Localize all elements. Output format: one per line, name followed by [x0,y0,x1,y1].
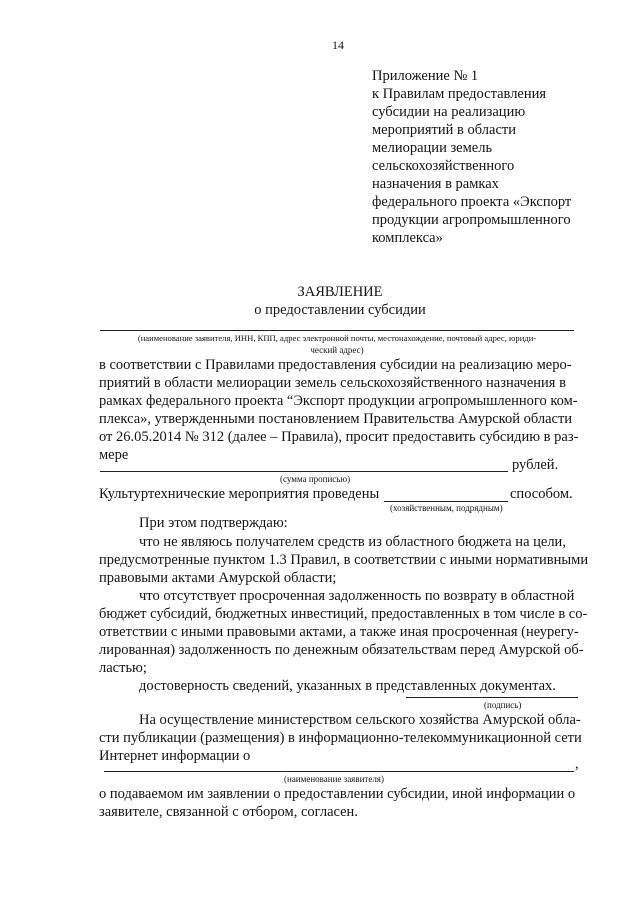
signature-caption: (подпись) [484,700,522,710]
appendix-line: субсидии на реализацию [372,104,526,120]
confirm-p2-line: что отсутствует просроченная задолженность по возврату в областной [139,588,575,604]
intro-line: от 26.05.2014 № 312 (далее – Правила), просит предоставить субсидию в раз- [99,429,579,445]
intro-line: рамках федерального проекта “Экспорт продукции агропромышленного ком- [99,393,578,409]
intro-line: приятий в области мелиорации земель сельскохозяйственного назначения в [99,375,566,391]
document-subtitle: о предоставлении субсидии [254,302,426,318]
appendix-line: федерального проекта «Экспорт [372,194,572,210]
applicant-field-line [100,330,574,331]
activities-prefix: Культуртехнические мероприятия проведены [99,486,380,502]
signature-field-line[interactable] [406,697,578,698]
appendix-line: сельскохозяйственного [372,158,515,174]
appendix-line: назначения в рамках [372,176,499,192]
confirm-p1-line: правовыми актами Амурской области; [99,570,337,586]
confirm-p2-line: бюджет субсидий, бюджетных инвестиций, предоставленных в том числе в со- [99,606,588,622]
activities-suffix: способом. [510,486,573,502]
page-number: 14 [332,38,344,52]
consent-line: На осуществление министерством сельского хозяйства Амурской обла- [139,712,581,728]
applicant-caption-cont: ческий адрес) [310,345,364,355]
confirm-p1-line: предусмотренные пунктом 1.3 Правил, в соответствии с иными нормативными [99,552,589,568]
intro-line: в соответствии с Правилами предоставления субсидии на реализацию меро- [99,357,572,373]
intro-line: мере [99,447,129,463]
consent-comma: , [575,756,579,772]
consent-line: Интернет информации о [99,748,251,764]
document-title: ЗАЯВЛЕНИЕ [297,284,383,300]
amount-field-line[interactable] [100,471,508,472]
amount-suffix: рублей. [512,457,559,473]
confirm-heading: При этом подтверждаю: [139,515,288,531]
appendix-line: Приложение № 1 [372,68,479,84]
consent-final-line: о подаваемом им заявлении о предоставлении субсидии, иной информации о [99,786,576,802]
confirm-p2-line: ответствии с иными правовыми актами, а также иная просроченная (неурегу- [99,624,579,640]
activities-field-line[interactable] [384,501,508,502]
consent-line: сти публикации (размещения) в информационно-телекоммуникационной сети [99,730,582,746]
consent-final-line: заявителе, связанной с отбором, согласен. [99,804,358,820]
applicant-caption: (наименование заявителя, ИНН, КПП, адрес электронной почты, местонахождение, почтовый адрес, юриди- [137,333,537,343]
activities-caption: (хозяйственным, подрядным) [390,503,503,513]
confirm-p2-line: ластью; [99,660,147,676]
amount-caption: (сумма прописью) [280,474,351,484]
intro-line: плекса», утвержденными постановлением Правительства Амурской области [99,411,573,427]
appendix-line: продукции агропромышленного [372,212,571,228]
appendix-line: комплекса» [372,230,443,246]
confirm-p1-line: что не являюсь получателем средств из областного бюджета на цели, [139,534,566,550]
appendix-line: мероприятий в области [372,122,516,138]
confirm-p2-line: лированная) задолженность по денежным обязательствам перед Амурской об- [99,642,584,658]
consent-caption: (наименование заявителя) [284,774,384,784]
appendix-line: мелиорации земель [372,140,493,156]
consent-applicant-field-line[interactable] [104,771,574,772]
confirm-p3-line: достоверность сведений, указанных в представленных документах. [139,678,556,694]
appendix-line: к Правилам предоставления [372,86,547,102]
